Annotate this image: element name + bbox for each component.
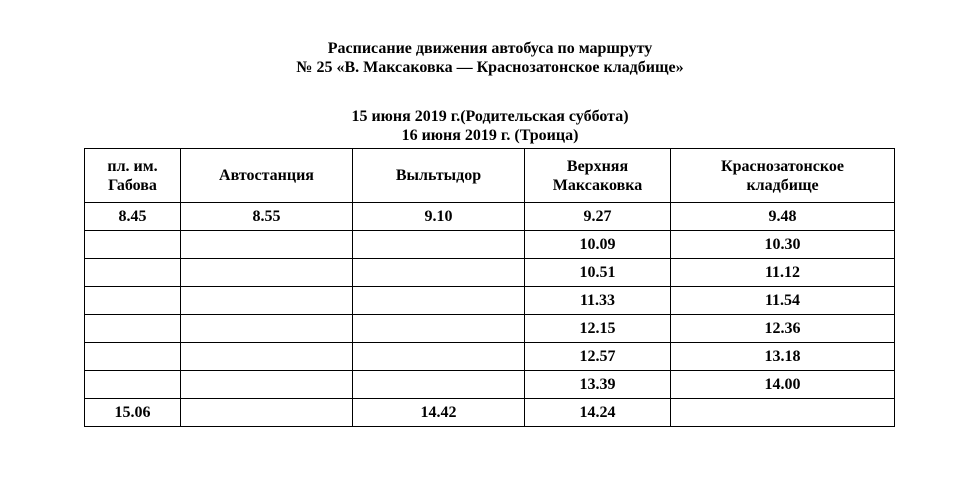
column-header-line: Максаковка: [552, 176, 643, 194]
table-cell: 10.09: [525, 231, 671, 259]
document-title: [0, 39, 960, 77]
table-cell: 12.15: [525, 315, 671, 343]
table-cell: 13.18: [671, 343, 895, 371]
table-cell: 9.10: [353, 203, 525, 231]
column-header-line: Верхняя: [566, 157, 629, 175]
table-cell: [353, 231, 525, 259]
table-cell: 14.42: [353, 399, 525, 427]
schedule-dates: [0, 107, 960, 145]
table-cell: 10.30: [671, 231, 895, 259]
title-line-2: № 25 «В. Максаковка — Краснозатонское кладбище»: [296, 59, 684, 76]
table-cell: [181, 231, 353, 259]
table-cell: [353, 343, 525, 371]
column-header-line: пл. им.: [107, 157, 158, 175]
table-cell: 10.51: [525, 259, 671, 287]
table-cell: [85, 259, 181, 287]
table-row: [85, 259, 895, 287]
table-cell: [181, 259, 353, 287]
column-header-line: кладбище: [746, 176, 819, 194]
table-row: [85, 399, 895, 427]
table-cell: [181, 287, 353, 315]
table-row: [85, 315, 895, 343]
column-header-verkhnyaya-maksakovka: [525, 149, 671, 203]
table-cell: [181, 399, 353, 427]
header-row: [85, 149, 895, 203]
table-cell: 11.12: [671, 259, 895, 287]
table-cell: [181, 343, 353, 371]
table-cell: 8.55: [181, 203, 353, 231]
date-line-2: 16 июня 2019 г. (Троица): [401, 127, 579, 144]
column-header-avtostantsiya: [181, 149, 353, 203]
table-cell: 11.33: [525, 287, 671, 315]
table-cell: 11.54: [671, 287, 895, 315]
title-line-1: Расписание движения автобуса по маршруту: [327, 40, 653, 57]
column-header-line: Габова: [108, 176, 157, 194]
table-cell: [85, 231, 181, 259]
table-cell: [181, 315, 353, 343]
table-cell: [85, 287, 181, 315]
table-cell: 12.57: [525, 343, 671, 371]
table-row: [85, 231, 895, 259]
table-cell: [353, 371, 525, 399]
column-header-line: Автостанция: [219, 167, 314, 184]
date-line-1: 15 июня 2019 г.(Родительская суббота): [351, 108, 629, 125]
table-cell: 15.06: [85, 399, 181, 427]
schedule-table: [84, 148, 895, 427]
table-cell: [353, 287, 525, 315]
table-row: [85, 203, 895, 231]
column-header-line: Выльтыдор: [395, 167, 482, 184]
table-cell: [85, 343, 181, 371]
table-cell: 9.48: [671, 203, 895, 231]
table-cell: 9.27: [525, 203, 671, 231]
table-cell: [353, 315, 525, 343]
column-header-kladbishche: [671, 149, 895, 203]
column-header-line: Краснозатонское: [721, 157, 844, 175]
table-cell: 14.24: [525, 399, 671, 427]
table-cell: [671, 399, 895, 427]
table-row: [85, 371, 895, 399]
table-cell: [181, 371, 353, 399]
column-header-vyltydor: [353, 149, 525, 203]
table-cell: 8.45: [85, 203, 181, 231]
table-row: [85, 343, 895, 371]
table-cell: [85, 371, 181, 399]
table-cell: 13.39: [525, 371, 671, 399]
table-row: [85, 287, 895, 315]
table-cell: [353, 259, 525, 287]
column-header-gabova: [85, 149, 181, 203]
table-cell: 14.00: [671, 371, 895, 399]
table-cell: 12.36: [671, 315, 895, 343]
table-cell: [85, 315, 181, 343]
